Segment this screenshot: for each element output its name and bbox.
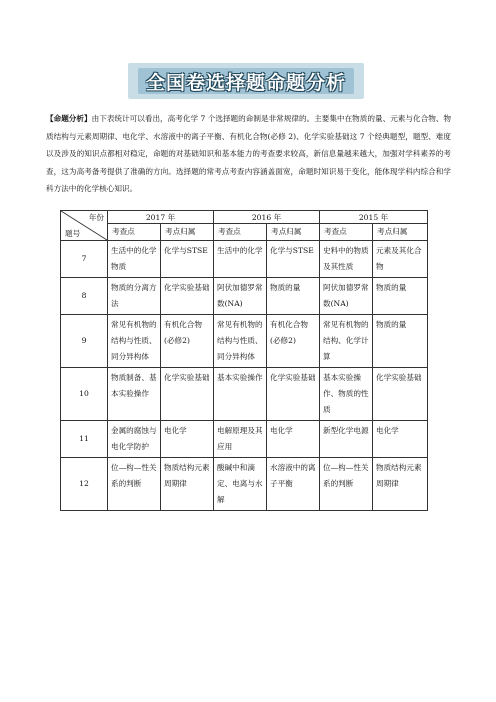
table-row: [61, 368, 428, 421]
year-header-row: [61, 211, 428, 224]
sub-header-cell: 考查点: [108, 224, 161, 241]
year-2017-header: 2017 年: [108, 211, 214, 224]
intro-body: 由下表统计可以看出，高考化学 7 个选择题的命制是非常规律的。主要集中在物质的量、元素与化合物、物质结构与元素周期律、电化学、水溶液中的离子平衡、有机化合物(必修 2)、化学实验基础这 7 个经典题型，题型、难度以及涉及的知识点都相对稳定，命题的对基础知识和基本能力的考查要求较高，新信息量越来越大，加强对学科素养的考查，这为高考备考提供了准确的方向。选择题的常考点考查内容涵盖面宽，命题时知识易于变化，能体现学科内综合和学科方法中的化学核心知识。: [46, 114, 452, 193]
year-2016-header: 2016 年: [214, 211, 320, 224]
exam-point-cell: 电解原理及其应用: [214, 421, 267, 458]
sub-header-cell: 考点归属: [161, 224, 214, 241]
exam-point-cell: 金属的腐蚀与电化学防护: [108, 421, 161, 458]
year-2015-header: 2015 年: [320, 211, 428, 224]
exam-point-cell: 位—构—性关系的判断: [320, 458, 373, 511]
category-cell: 水溶液中的离子平衡: [267, 458, 320, 511]
category-cell: 物质结构元素周期律: [161, 458, 214, 511]
table-row: [61, 315, 428, 368]
question-number-cell: 10: [61, 368, 108, 421]
exam-point-cell: 生活中的化学物质: [108, 241, 161, 278]
exam-point-cell: 物质制备、基本实验操作: [108, 368, 161, 421]
category-cell: 化学实验基础: [267, 368, 320, 421]
exam-point-cell: 常见有机物的结构与性质、同分异构体: [108, 315, 161, 368]
category-cell: 化学实验基础: [161, 278, 214, 315]
question-number-cell: 8: [61, 278, 108, 315]
sub-header-cell: 考点归属: [267, 224, 320, 241]
exam-point-cell: 史料中的物质及其性质: [320, 241, 373, 278]
sub-header-cell: 考点归属: [373, 224, 428, 241]
table-row: [61, 458, 428, 511]
analysis-table: [60, 210, 428, 511]
question-number-cell: 12: [61, 458, 108, 511]
exam-point-cell: 阿伏加德罗常数(NA): [214, 278, 267, 315]
category-cell: 物质结构元素周期律: [373, 458, 428, 511]
exam-point-cell: 生活中的化学: [214, 241, 267, 278]
question-number-cell: 7: [61, 241, 108, 278]
sub-header-cell: 考查点: [214, 224, 267, 241]
category-cell: 物质的量: [373, 278, 428, 315]
category-cell: 物质的量: [267, 278, 320, 315]
exam-point-cell: 新型化学电源: [320, 421, 373, 458]
category-cell: 元素及其化合物: [373, 241, 428, 278]
category-cell: 化学与STSE: [267, 241, 320, 278]
question-number-cell: 11: [61, 421, 108, 458]
category-cell: 化学与STSE: [161, 241, 214, 278]
category-cell: 化学实验基础: [373, 368, 428, 421]
corner-question-label: 题号: [65, 229, 81, 238]
banner-title: 全国卷选择题命题分析: [145, 71, 346, 94]
intro-heading: 【命题分析】: [46, 114, 92, 123]
exam-point-cell: 阿伏加德罗常数(NA): [320, 278, 373, 315]
exam-point-cell: 常见有机物的结构、化学计算: [320, 315, 373, 368]
category-cell: 物质的量: [373, 315, 428, 368]
category-cell: 有机化合物(必修2): [161, 315, 214, 368]
category-cell: 有机化合物(必修2): [267, 315, 320, 368]
category-cell: 电化学: [373, 421, 428, 458]
exam-point-cell: 常见有机物的结构与性质、同分异构体: [214, 315, 267, 368]
title-banner: [128, 63, 364, 99]
sub-header-row: [61, 224, 428, 241]
question-number-cell: 9: [61, 315, 108, 368]
category-cell: 电化学: [161, 421, 214, 458]
table-body: [61, 211, 428, 511]
sub-header-cell: 考查点: [320, 224, 373, 241]
intro-paragraph: [46, 110, 451, 198]
corner-cell: [61, 211, 108, 241]
table-row: [61, 241, 428, 278]
exam-point-cell: 物质的分离方法: [108, 278, 161, 315]
category-cell: 化学实验基础: [161, 368, 214, 421]
exam-point-cell: 酸碱中和滴定、电离与水解: [214, 458, 267, 511]
table-row: [61, 421, 428, 458]
category-cell: 电化学: [267, 421, 320, 458]
exam-point-cell: 基本实验操作: [214, 368, 267, 421]
exam-point-cell: 基本实验操作、物质的性质: [320, 368, 373, 421]
table-row: [61, 278, 428, 315]
exam-point-cell: 位—构—性关系的判断: [108, 458, 161, 511]
corner-year-label: 年份: [88, 213, 104, 222]
